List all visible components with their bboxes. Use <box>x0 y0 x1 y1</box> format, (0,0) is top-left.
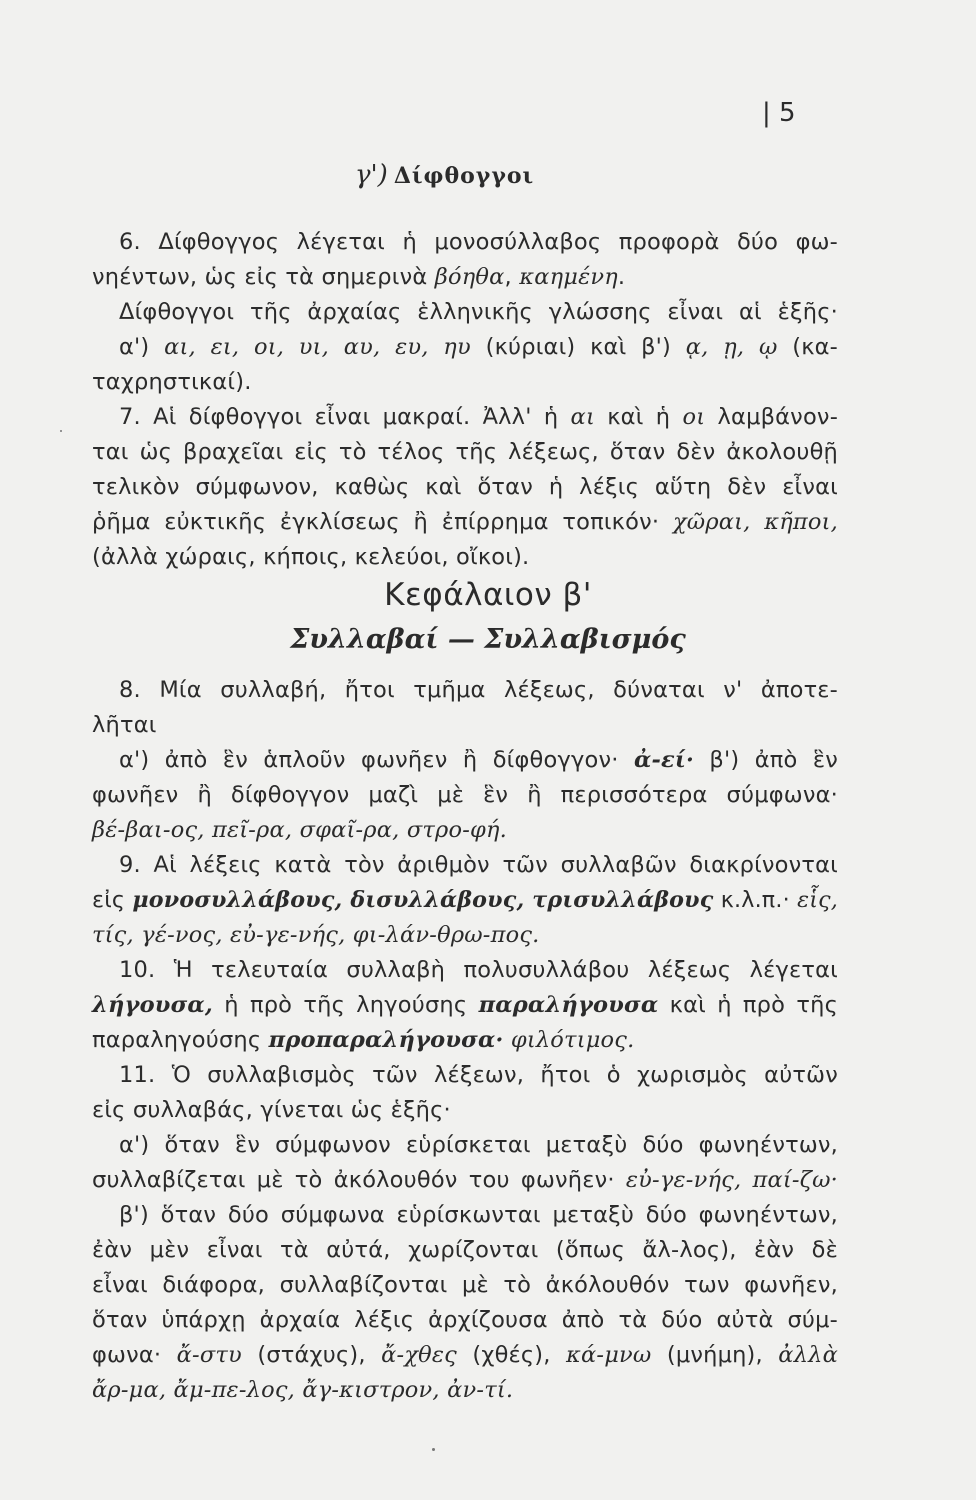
section-label: γ') <box>355 160 388 190</box>
plain-text: . <box>617 264 626 290</box>
emphasis-text: ἀ-εί· <box>633 747 695 773</box>
emphasis-text: τίς, γέ-νος, εὐ-γε-νής, φι-λάν-θρω-πος. <box>92 922 540 948</box>
plain-text: α') <box>119 334 165 360</box>
chapter-subtitle: Συλλαβαί — Συλλαβισμός <box>290 624 686 655</box>
text-line <box>92 1096 451 1124</box>
plain-text: φωνῆεν ἢ δίφθογγον μαζὶ μὲ ἓν ἢ περισσότερα σύμφωνα· <box>92 782 838 808</box>
plain-text: εἰς συλλαβάς, γίνεται ὡς ἑξῆς· <box>92 1097 451 1123</box>
plain-text: Δίφθογγοι τῆς ἀρχαίας ἑλληνικῆς γλώσσης εἶναι αἱ ἑξῆς· <box>119 299 838 325</box>
text-line <box>92 1341 838 1369</box>
emphasis-text: αι <box>570 404 595 430</box>
plain-text: τελικὸν σύμφωνον, καθὼς καὶ ὅταν ἡ λέξις αὕτη δὲν εἶναι <box>92 474 838 500</box>
emphasis-text: καημένη <box>519 264 618 290</box>
text-line <box>92 1166 838 1194</box>
plain-text: β') ἀπὸ ἓν <box>694 747 838 773</box>
text-line <box>119 1061 838 1089</box>
text-line <box>92 921 540 949</box>
emphasis-text: φιλότιμος. <box>510 1027 635 1053</box>
text-line <box>119 851 838 879</box>
plain-text: ἐὰν μὲν εἶναι τὰ αὐτά, χωρίζονται (ὅπως ἄλ-λος), ἐὰν δὲ <box>92 1237 838 1263</box>
text-line <box>92 1236 838 1264</box>
plain-text: 11. Ὁ συλλαβισμὸς τῶν λέξεων, ἤτοι ὁ χωρισμὸς αὐτῶν <box>119 1062 838 1088</box>
plain-text: λῆται <box>92 712 157 738</box>
plain-text: ται ὡς βραχεῖαι εἰς τὸ τέλος τῆς λέξεως, ὅταν δὲν ἀκολουθῇ <box>92 439 838 465</box>
plain-text: (στάχυς), <box>241 1342 382 1368</box>
plain-text: παραληγούσης <box>92 1027 269 1053</box>
plain-text: εἰς <box>92 887 133 913</box>
text-line <box>92 508 838 536</box>
plain-text: νηέντων, ὡς εἰς τὰ σημερινὰ <box>92 264 435 290</box>
chapter-title: Κεφάλαιον β' <box>384 577 592 613</box>
plain-text: 8. Μία συλλαβή, ἤτοι τμῆμα λέξεως, δύναται ν' ἀποτε- <box>119 677 838 703</box>
text-line <box>92 543 529 571</box>
plain-text: ῥῆμα εὐκτικῆς ἐγκλίσεως ἢ ἐπίρρημα τοπικόν· <box>92 509 673 535</box>
emphasis-text: ἄ-στυ <box>176 1342 242 1368</box>
emphasis-text: κά-μνω <box>566 1342 652 1368</box>
plain-text: α') ὅταν ἓν σύμφωνον εὑρίσκεται μεταξὺ δύο φωνηέντων, <box>119 1132 838 1158</box>
text-line <box>119 1201 838 1229</box>
text-line <box>119 403 838 431</box>
text-line <box>92 263 625 291</box>
section-title: Δίφθογγοι <box>393 163 535 189</box>
plain-text: (χθές), <box>456 1342 567 1368</box>
plain-text: καὶ ἡ <box>594 404 683 430</box>
plain-text: εἶναι διάφορα, συλλαβίζονται μὲ τὸ ἀκόλουθόν των φωνῆεν, <box>92 1272 838 1298</box>
plain-text: κ.λ.π.· <box>713 887 798 913</box>
emphasis-text: ἀλλὰ <box>778 1342 839 1368</box>
text-line <box>119 1131 838 1159</box>
plain-text: 9. Αἱ λέξεις κατὰ τὸν ἀριθμὸν τῶν συλλαβῶν διακρίνονται <box>119 852 838 878</box>
plain-text: ὅταν ὑπάρχῃ ἀρχαία λέξις ἀρχίζουσα ἀπὸ τὰ δύο αὐτὰ σύμ- <box>92 1307 838 1333</box>
emphasis-text: εὐ-γε-νής, παί-ζω· <box>625 1167 838 1193</box>
text-line <box>119 333 838 361</box>
text-line <box>92 886 838 914</box>
emphasis-text: προπαραλήγουσα· <box>268 1027 504 1053</box>
plain-text: ἡ πρὸ τῆς ληγούσης <box>212 992 479 1018</box>
section-heading <box>355 160 534 190</box>
emphasis-text: παραλήγουσα <box>478 992 659 1018</box>
text-line <box>92 781 838 809</box>
plain-text: 7. Αἱ δίφθογγοι εἶναι μακραί. Ἀλλ' ἡ <box>119 404 571 430</box>
text-line <box>92 711 157 739</box>
emphasis-text: ᾳ, ῃ, ῳ <box>685 334 778 360</box>
page-number: | 5 <box>762 98 796 128</box>
emphasis-text: βόηθα <box>434 264 505 290</box>
plain-text: λαμβάνον- <box>705 404 839 430</box>
plain-text: (μνήμη), <box>651 1342 779 1368</box>
text-line <box>119 746 838 774</box>
paper-speck <box>60 430 62 432</box>
emphasis-text: λήγουσα, <box>92 992 213 1018</box>
text-line <box>92 1376 513 1404</box>
emphasis-text: οι <box>682 404 706 430</box>
text-line <box>92 1271 838 1299</box>
plain-text: 10. Ἡ τελευταία συλλαβὴ πολυσυλλάβου λέξεως λέγεται <box>119 957 838 983</box>
text-line <box>119 228 838 256</box>
plain-text: συλλαβίζεται μὲ τὸ ἀκόλουθόν του φωνῆεν· <box>92 1167 626 1193</box>
plain-text: α') ἀπὸ ἓν ἁπλοῦν φωνῆεν ἢ δίφθογγον· <box>119 747 634 773</box>
plain-text: ταχρηστικαί). <box>92 369 252 395</box>
emphasis-text: εἷς, <box>797 887 838 913</box>
text-line <box>119 676 838 704</box>
emphasis-text: ἄρ-μα, ἄμ-πε-λος, ἄγ-κιστρον, ἀν-τί. <box>92 1377 514 1403</box>
text-line <box>92 368 252 396</box>
text-line <box>92 1306 838 1334</box>
text-line <box>92 816 507 844</box>
text-line <box>92 438 838 466</box>
text-line <box>92 991 838 1019</box>
text-line <box>92 473 838 501</box>
plain-text: (κύριαι) καὶ β') <box>470 334 686 360</box>
text-line <box>119 298 838 326</box>
emphasis-text: βέ-βαι-ος, πεῖ-ρα, σφαῖ-ρα, στρο-φή. <box>92 817 508 843</box>
emphasis-text: ἄ-χθες <box>381 1342 457 1368</box>
emphasis-text: χῶραι, κῆποι, <box>672 509 839 535</box>
plain-text: καὶ ἡ πρὸ τῆς <box>658 992 839 1018</box>
plain-text <box>504 1027 511 1053</box>
emphasis-text: αι, ει, οι, υι, αυ, ευ, ηυ <box>164 334 471 360</box>
plain-text: , <box>504 264 520 290</box>
plain-text: 6. Δίφθογγος λέγεται ἡ μονοσύλλαβος προφορὰ δύο φω- <box>119 229 838 255</box>
plain-text: (ἀλλὰ χώραις, κήποις, κελεύοι, οἴκοι). <box>92 544 530 570</box>
paper-speck <box>432 1448 435 1451</box>
plain-text: (κα- <box>777 334 839 360</box>
text-line <box>119 956 838 984</box>
emphasis-text: μονοσυλλάβους, δισυλλάβους, τρισυλλάβους <box>132 887 714 913</box>
plain-text: β') ὅταν δύο σύμφωνα εὑρίσκωνται μεταξὺ δύο φωνηέντων, <box>119 1202 838 1228</box>
text-line <box>92 1026 634 1054</box>
plain-text: φωνα· <box>92 1342 177 1368</box>
